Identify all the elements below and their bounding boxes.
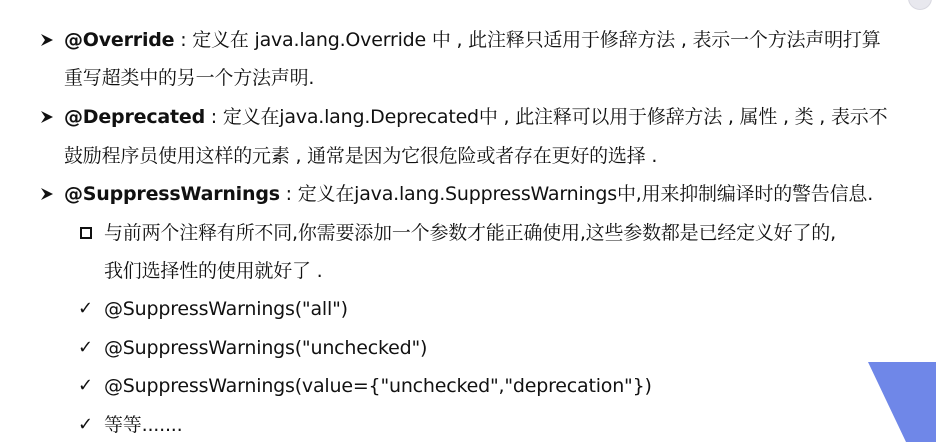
suppresswarnings-keyword: @SuppressWarnings <box>64 183 280 205</box>
override-keyword: @Override <box>64 29 175 51</box>
override-line-1 <box>64 28 881 52</box>
checkmark-icon: ✓ <box>78 414 94 435</box>
example-item: @SuppressWarnings(value={"unchecked","deprecation"}) <box>104 375 652 397</box>
sub-note-line-2: 我们选择性的使用就好了 . <box>104 260 323 282</box>
arrow-bullet-icon <box>40 105 54 129</box>
deprecated-line-1 <box>64 105 887 129</box>
corner-decoration <box>866 362 936 442</box>
example-item: @SuppressWarnings("all") <box>104 298 348 320</box>
arrow-bullet-icon <box>40 182 54 206</box>
arrow-bullet-icon <box>40 28 54 52</box>
window-control-circle[interactable] <box>908 0 932 10</box>
example-item: 等等....... <box>104 414 183 436</box>
example-item: @SuppressWarnings("unchecked") <box>104 337 428 359</box>
deprecated-line-2: 鼓励程序员使用这样的元素 , 通常是因为它很危险或者存在更好的选择 . <box>64 145 658 167</box>
suppresswarnings-line-1 <box>64 182 873 206</box>
override-line-2: 重写超类中的另一个方法声明. <box>64 67 315 89</box>
suppresswarnings-description: : 定义在java.lang.SuppressWarnings中,用来抑制编译时的警告信息. <box>279 183 874 205</box>
deprecated-description: : 定义在java.lang.Deprecated中 , 此注释可以用于修辞方法 , 属性 , 类 , 表示不 <box>204 106 888 128</box>
sub-note-line-1: 与前两个注释有所不同,你需要添加一个参数才能正确使用,这些参数都是已经定义好了的, <box>104 222 836 244</box>
deprecated-keyword: @Deprecated <box>64 106 205 128</box>
override-description: : 定义在 java.lang.Override 中 , 此注释只适用于修辞方法 , 表示一个方法声明打算 <box>174 29 881 51</box>
checkmark-icon: ✓ <box>78 337 94 358</box>
checkmark-icon: ✓ <box>78 298 94 319</box>
square-bullet-icon <box>80 227 92 239</box>
checkmark-icon: ✓ <box>78 375 94 396</box>
